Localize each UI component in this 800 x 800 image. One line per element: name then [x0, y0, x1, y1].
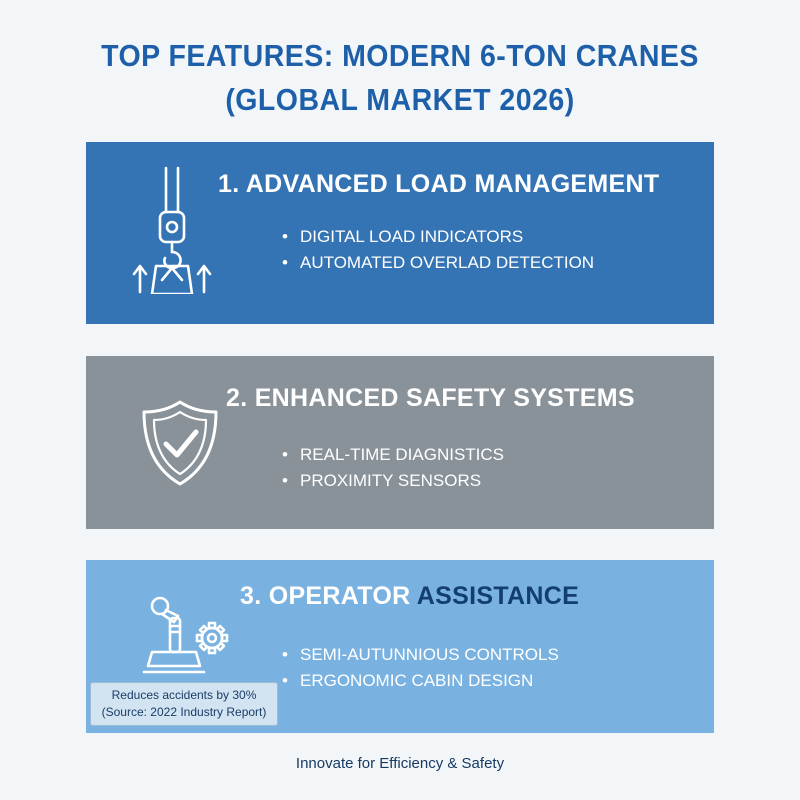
bullet-item: • SEMI-AUTUNNIOUS CONTROLS	[282, 642, 559, 668]
bullet-item: • ERGONOMIC CABIN DESIGN	[282, 668, 559, 694]
bullet-item: • AUTOMATED OVERLAD DETECTION	[282, 250, 594, 276]
joystick-gear-icon	[138, 592, 238, 678]
feature-panel-load-management	[86, 142, 714, 324]
crane-hook-load-icon	[132, 164, 218, 294]
feature-heading-accent: ASSISTANCE	[416, 582, 580, 610]
stat-line-1: Reduces accidents by 30%	[111, 688, 257, 702]
bullet-item: • PROXIMITY SENSORS	[282, 468, 504, 494]
feature-heading-prefix: 3. OPERATOR	[240, 582, 411, 610]
accident-stat-callout	[90, 682, 278, 726]
feature-heading	[240, 582, 579, 611]
page-title	[32, 34, 768, 122]
bullet-item: • REAL-TIME DIAGNISTICS	[282, 442, 504, 468]
feature-panel-safety-systems	[86, 356, 714, 529]
feature-heading: 1. ADVANCED LOAD MANAGEMENT	[218, 170, 660, 198]
feature-bullet-list	[282, 642, 559, 694]
feature-heading: 2. ENHANCED SAFETY SYSTEMS	[226, 384, 635, 412]
shield-check-icon	[138, 398, 222, 488]
footer-tagline: Innovate for Efficiency & Safety	[295, 755, 505, 772]
feature-bullet-list	[282, 224, 594, 276]
stat-line-2: (Source: 2022 Industry Report)	[101, 705, 267, 719]
feature-bullet-list	[282, 442, 504, 494]
bullet-item: • DIGITAL LOAD INDICATORS	[282, 224, 594, 250]
title-line-1: TOP FEATURES: MODERN 6-TON CRANES	[101, 38, 699, 73]
title-line-2: (GLOBAL MARKET 2026)	[225, 82, 575, 117]
feature-panel-operator-assistance	[86, 560, 714, 733]
